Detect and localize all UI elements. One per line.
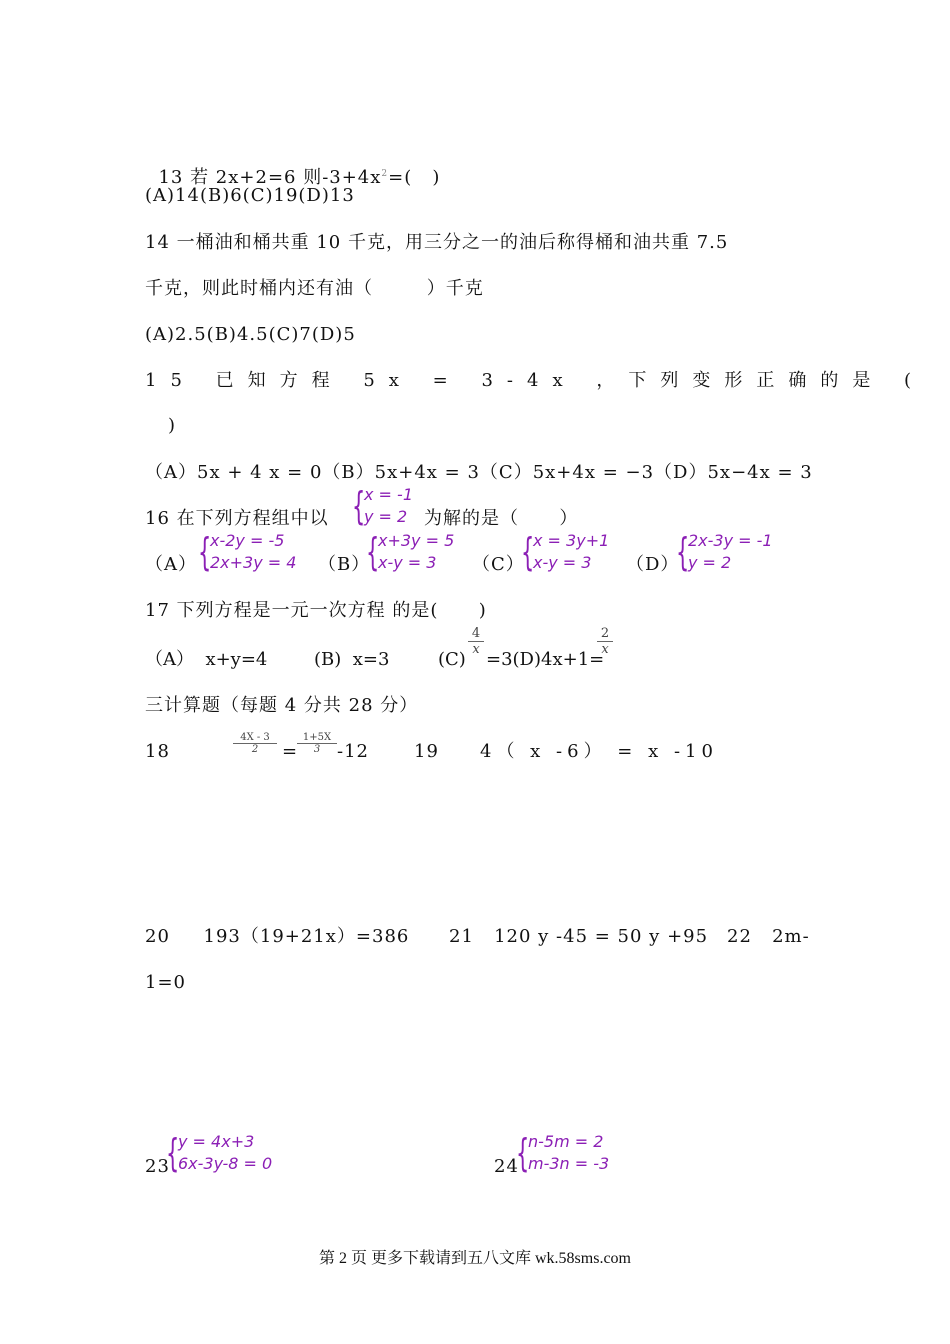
q18-number: 18 (145, 741, 170, 762)
q18-tail: -12 (337, 741, 369, 762)
q16-label-d: （D） (626, 554, 680, 575)
q13-options: (A)14(B)6(C)19(D)13 (145, 185, 355, 206)
q16-label-c: （C） (472, 554, 525, 575)
q17-option-a: （A） x+y=4 (145, 649, 268, 670)
brace-icon: { (676, 530, 690, 574)
brace-icon: { (516, 1131, 530, 1175)
q16-system-b: { x+3y = 5 x-y = 3 (366, 530, 455, 574)
q16-solution-system: { x = -1 y = 2 (352, 484, 413, 528)
q16-label-a: （A） (145, 554, 197, 575)
q13-stem: 13 若 2x+2=6 则$-3+4x^2=$( ) (158, 167, 441, 188)
q14-line2: 千克，则此时桶内还有油（ ）千克 (145, 278, 484, 299)
q19-number: 19 (414, 741, 439, 762)
q22-line2: 1=0 (145, 972, 186, 993)
q18-fraction-right: $\frac{1+5X}{3}$ (297, 732, 337, 755)
brace-icon: { (198, 530, 212, 574)
q15-options: （A）5x + 4 x = 0（B）5x+4x = 3（C）5x+4x = −3（D）5x−4x = 3 (145, 462, 813, 483)
q18-fraction-left: $\frac{4X - 3}{2}$ (233, 732, 277, 755)
q17-stem: 17 下列方程是一元一次方程 的是( ) (145, 600, 487, 621)
q17-option-c-tail: =3(D)4x+1= (486, 649, 605, 670)
q23-system: { y = 4x+3 6x-3y-8 = 0 (166, 1131, 273, 1175)
q18-equals: = (282, 741, 299, 762)
brace-icon: { (521, 530, 535, 574)
q17-fraction-d: $\frac{2}{x}$ (597, 626, 613, 657)
q20-equation: 20 193（19+21x）=386 (145, 926, 410, 947)
q24-system: { n-5m = 2 m-3n = -3 (516, 1131, 610, 1175)
brace-icon: { (352, 484, 366, 528)
q21-equation: 21 120 y -45 = 50 y +95 (449, 926, 709, 947)
q17-option-c-label: (C) (438, 649, 466, 670)
q16-system-d: { 2x-3y = -1 y = 2 (676, 530, 773, 574)
q17-option-b: (B) x=3 (314, 649, 390, 670)
q19-equation: 4（ x -6） = x -10 (480, 741, 718, 762)
q16-tail: 为解的是（ ） (424, 508, 579, 529)
brace-icon: { (366, 530, 380, 574)
brace-icon: { (166, 1131, 180, 1175)
q14-options: (A)2.5(B)4.5(C)7(D)5 (145, 324, 356, 345)
q15-line1: 15 已知方程 5x = 3-4x ，下列变形正确的是 ( (145, 370, 926, 391)
q22-line1: 22 2m- (727, 926, 810, 947)
q23-number: 23 (145, 1156, 170, 1177)
section-heading: 三计算题（每题 4 分共 28 分） (145, 695, 419, 716)
q15-line2: ) (168, 415, 177, 436)
q24-number: 24 (494, 1156, 519, 1177)
q16-system-a: { x-2y = -5 2x+3y = 4 (198, 530, 297, 574)
q17-fraction-c: $\frac{4}{x}$ (468, 626, 484, 657)
q14-line1: 14 一桶油和桶共重 10 千克，用三分之一的油后称得桶和油共重 7.5 (145, 232, 729, 253)
q16-stem: 16 在下列方程组中以 (145, 508, 329, 529)
q16-label-b: （B） (318, 554, 371, 575)
q16-system-c: { x = 3y+1 x-y = 3 (521, 530, 610, 574)
page-footer: 第 2 页 更多下载请到五八文库 wk.58sms.com (318, 1250, 631, 1267)
